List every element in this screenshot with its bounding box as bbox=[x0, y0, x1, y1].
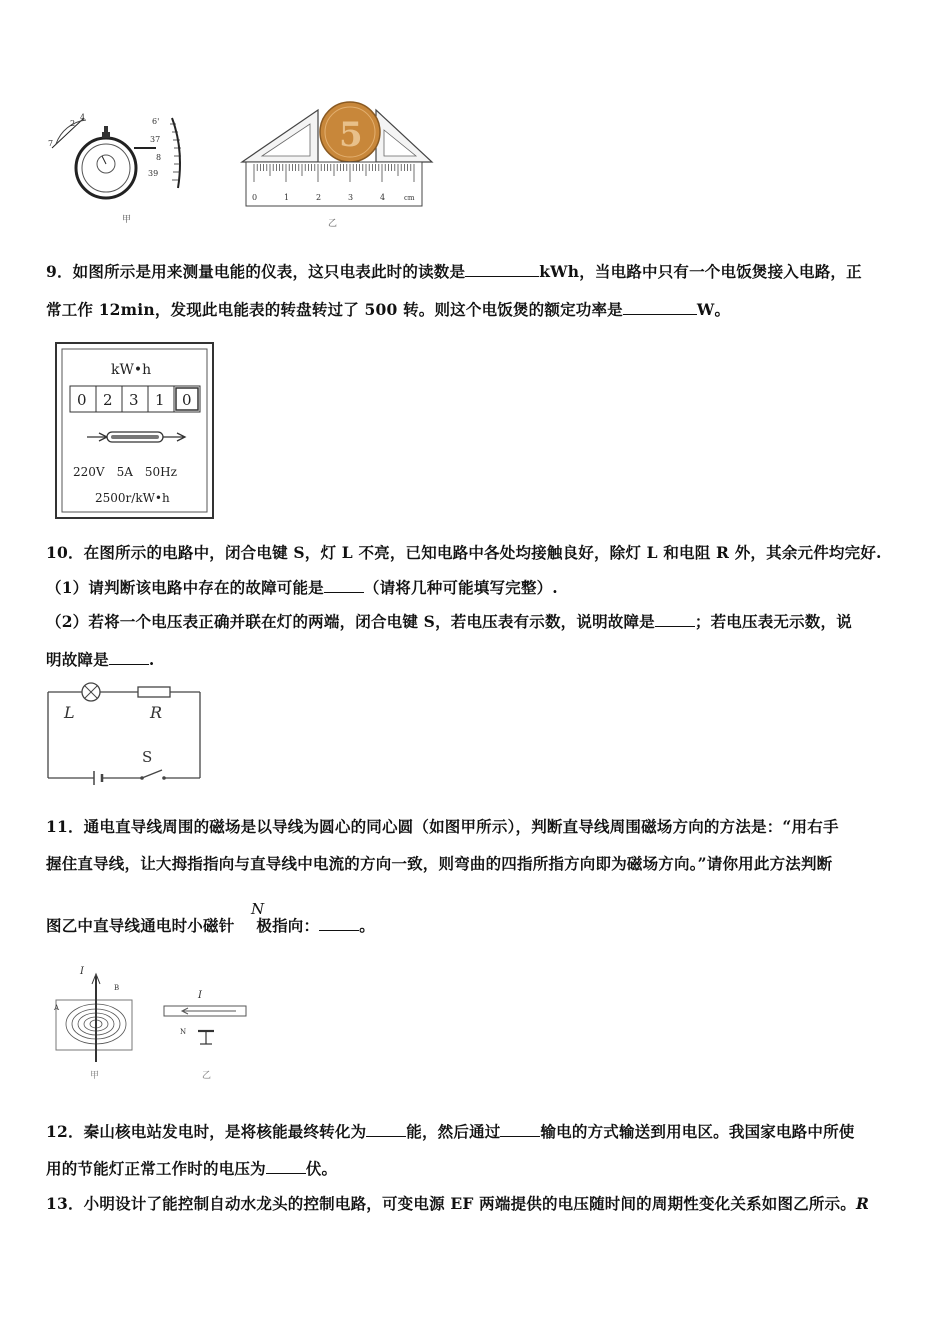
q13-r-symbol: R bbox=[855, 1194, 870, 1213]
q11-text-3c: 。 bbox=[359, 916, 375, 935]
q11-line3 bbox=[46, 914, 906, 936]
q10-line3 bbox=[46, 610, 906, 632]
q11-text-1: 11．通电直导线周围的磁场是以导线为圆心的同心圆（如图甲所示），判断直导线周围磁场方向的方法是：“用右手 bbox=[46, 817, 839, 836]
point-b-label: B bbox=[114, 984, 120, 992]
q12-text-2b: 伏。 bbox=[305, 1159, 338, 1178]
q10-text-4a: 明故障是 bbox=[46, 650, 109, 669]
energy-meter-figure bbox=[55, 342, 215, 520]
needle-n-label: N bbox=[180, 1028, 187, 1036]
circuit-switch-label: S bbox=[142, 748, 153, 766]
q12-text-2a: 用的节能灯正常工作时的电压为 bbox=[46, 1159, 266, 1178]
q12-blank-transmission[interactable] bbox=[500, 1135, 540, 1137]
q12-blank-energy[interactable] bbox=[366, 1135, 406, 1137]
q11-text-3b: 极指向： bbox=[256, 916, 320, 935]
ruler-tick-1: 1 bbox=[284, 193, 290, 202]
scale-label-37: 37 bbox=[150, 135, 161, 144]
circuit-figure bbox=[46, 678, 206, 784]
q13-text-1: 13．小明设计了能控制自动水龙头的控制电路，可变电源 EF 两端提供的电压随时间的周期性变化关系如图乙所示。 bbox=[46, 1194, 856, 1213]
ruler-coin-figure bbox=[236, 96, 436, 236]
q9-blank-power[interactable] bbox=[623, 313, 697, 315]
n-pole-symbol: N bbox=[251, 900, 265, 918]
q11-text-3a: 图乙中直导线通电时小磁针 bbox=[46, 916, 235, 935]
q9-text-b: kWh，当电路中只有一个电饭煲接入电路，正 bbox=[539, 262, 862, 281]
circuit-lamp-label: L bbox=[64, 703, 75, 722]
q9-text-d: W。 bbox=[696, 300, 731, 319]
dial-label-7: 7 bbox=[48, 139, 54, 148]
meter-digit-1: 0 bbox=[77, 391, 87, 409]
caption-a: 甲 bbox=[90, 1071, 100, 1081]
q10-text-2a: （1）请判断该电路中存在的故障可能是 bbox=[46, 578, 324, 597]
q9-line1 bbox=[46, 260, 906, 282]
q12-line2 bbox=[46, 1157, 906, 1179]
q11-blank-direction[interactable] bbox=[319, 929, 359, 931]
current-label-a: I bbox=[80, 966, 84, 977]
scale-label-8: 8 bbox=[156, 153, 162, 162]
magnetic-field-figure bbox=[52, 958, 252, 1082]
ruler-unit: cm bbox=[404, 194, 415, 202]
stopwatch-caption: 甲 bbox=[122, 215, 132, 225]
q10-blank-has-reading[interactable] bbox=[655, 625, 695, 627]
q10-text-1: 10．在图所示的电路中，闭合电键 S，灯 L 不亮，已知电路中各处均接触良好，除灯 L 和电阻 R 外，其余元件均完好. bbox=[46, 543, 882, 562]
meter-rate: 2500r/kW•h bbox=[95, 491, 170, 505]
q12-text-1a: 12．秦山核电站发电时，是将核能最终转化为 bbox=[46, 1122, 367, 1141]
q12-line1 bbox=[46, 1120, 906, 1142]
scale-label-39: 39 bbox=[148, 169, 159, 178]
meter-digit-5: 0 bbox=[182, 391, 192, 409]
ruler-caption: 乙 bbox=[328, 219, 338, 229]
q9-text-a: 9．如图所示是用来测量电能的仪表，这只电表此时的读数是 bbox=[46, 262, 466, 281]
meter-digit-2: 2 bbox=[103, 391, 113, 409]
q10-blank-no-reading[interactable] bbox=[109, 663, 149, 665]
stopwatch-figure bbox=[44, 110, 194, 230]
ruler-tick-0: 0 bbox=[252, 193, 258, 202]
q10-text-3b: ；若电压表无示数，说 bbox=[694, 612, 852, 631]
q10-line1 bbox=[46, 541, 906, 563]
q10-text-4b: . bbox=[148, 650, 155, 669]
q9-line2 bbox=[46, 298, 906, 320]
q13-line1 bbox=[46, 1192, 906, 1214]
ruler-tick-3: 3 bbox=[348, 193, 354, 202]
q10-line2 bbox=[46, 576, 906, 598]
ruler-tick-2: 2 bbox=[316, 193, 322, 202]
q11-line1 bbox=[46, 815, 906, 837]
current-label-b: I bbox=[198, 990, 202, 1001]
q11-text-2: 握住直导线，让大拇指指向与直导线中电流的方向一致，则弯曲的四指所指方向即为磁场方向。”请你用此方法判断 bbox=[46, 854, 833, 873]
q10-blank-fault[interactable] bbox=[324, 591, 364, 593]
q10-text-3a: （2）若将一个电压表正确并联在灯的两端，闭合电键 S，若电压表有示数，说明故障是 bbox=[46, 612, 655, 631]
scale-label-6: 6' bbox=[152, 117, 160, 126]
meter-unit: kW•h bbox=[111, 362, 152, 378]
q11-line2 bbox=[46, 852, 906, 874]
circuit-resistor-label: R bbox=[150, 703, 163, 722]
dial-label-4: 4 bbox=[80, 113, 86, 122]
q12-text-1c: 输电的方式输送到用电区。我国家电路中所使 bbox=[540, 1122, 855, 1141]
q9-blank-reading[interactable] bbox=[465, 275, 539, 277]
caption-b: 乙 bbox=[202, 1071, 212, 1081]
q12-text-1b: 能，然后通过 bbox=[406, 1122, 501, 1141]
meter-digit-4: 1 bbox=[155, 391, 165, 409]
ruler-tick-4: 4 bbox=[380, 193, 386, 202]
q9-text-c: 常工作 12min，发现此电能表的转盘转过了 500 转。则这个电饭煲的额定功率是 bbox=[46, 300, 623, 319]
meter-spec: 220V 5A 50Hz bbox=[73, 465, 177, 479]
point-a-label: A bbox=[54, 1004, 60, 1012]
q10-line4 bbox=[46, 648, 906, 670]
meter-digit-3: 3 bbox=[129, 391, 139, 409]
coin-denomination: 5 bbox=[339, 115, 363, 155]
q10-text-2b: （请将几种可能填写完整）. bbox=[363, 578, 558, 597]
q12-blank-voltage[interactable] bbox=[266, 1172, 306, 1174]
dial-label-2: 2 bbox=[70, 119, 76, 128]
